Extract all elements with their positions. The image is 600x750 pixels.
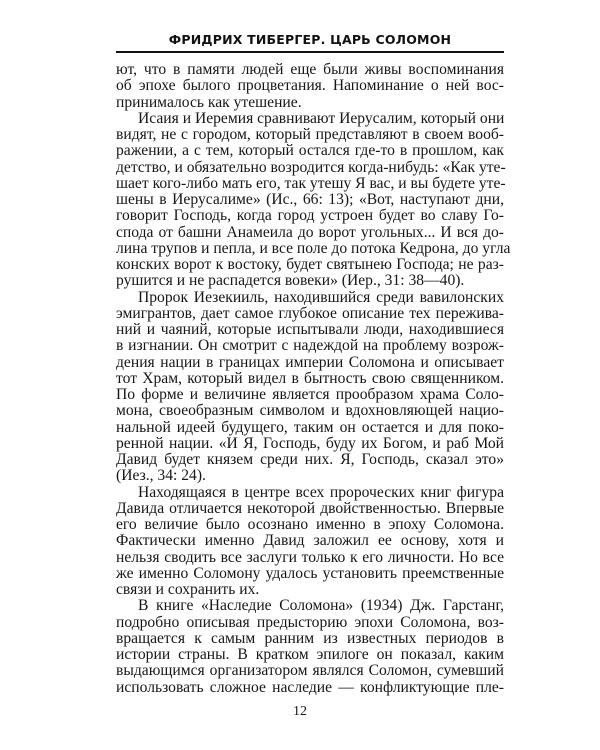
text-line: детство, и обязательно возродится когда-нибудь: «Как уте- — [116, 158, 506, 176]
text-line: (Иез., 34: 24). — [116, 467, 206, 485]
text-line: ражении, а с тем, который остался где-то в прошлом, как — [116, 142, 504, 160]
text-line: говорит Господь, когда город устроен будет во славу Го- — [116, 207, 504, 225]
text-line: ний и чаяний, которые испытывали люди, находившиеся — [116, 321, 504, 338]
text-line: Давида отличается некоторой двойственностью. Впервые — [116, 499, 504, 517]
text-line: Пророк Иезекииль, находившийся среди вавилонских — [138, 288, 504, 306]
text-line: истории страны. В кратком эпилоге он показал, каким — [116, 646, 504, 663]
header-rule — [116, 51, 504, 53]
text-line: Давид будет князем среди них. Я, Господь, сказал это» — [116, 451, 504, 468]
paragraph — [116, 290, 504, 485]
text-line: тот Храм, который видел в бытность свою священником. — [116, 369, 504, 387]
text-line: рушится и не распадется вовеки» (Иер., 31: 38—40). — [116, 272, 465, 290]
text-line: По форме и величине является прообразом храма Соло- — [116, 386, 504, 403]
text-line: ренной нации. «И Я, Господь, буду их Богом, и раб Мой — [116, 434, 504, 452]
text-line: подробно описывая предысторию эпохи Соломона, воз- — [116, 613, 504, 631]
text-line: вращается к самым ранним из известных периодов в — [116, 629, 504, 647]
paragraph — [116, 485, 504, 599]
page-number: 12 — [293, 704, 307, 719]
text-line: принималось как утешение. — [116, 93, 302, 111]
text-line: эмигрантов, дает самое глубокое описание тех пережива- — [116, 304, 504, 322]
text-line: мона, своеобразным символом и вдохновляющей нацио- — [116, 402, 504, 420]
text-line: шает кого-либо мать его, так утешу Я вас, и вы будете уте- — [116, 174, 506, 192]
text-line: конских ворот к востоку, будет святынею Господа; не раз- — [116, 256, 504, 273]
paragraph — [116, 62, 504, 111]
text-line: нальной идеей будущего, таким он остается и для поко- — [116, 418, 504, 436]
text-line: В книге «Наследие Соломона» (1934) Дж. Гарстанг, — [138, 597, 504, 615]
paragraph — [116, 109, 511, 290]
text-line: об эпохе былого процветания. Напоминание о ней вос- — [116, 77, 504, 95]
text-line: шены в Иерусалиме» (Ис., 66: 13); «Вот, наступают дни, — [116, 191, 504, 208]
text-line: Фактически именно Давид заложил ее основу, хотя и — [116, 532, 504, 550]
text-line: выдающимся организатором являлся Соломон, сумевший — [116, 662, 504, 680]
text-line: его величие было осознано именно в эпоху Соломона. — [116, 516, 504, 533]
text-line: ют, что в памяти людей еще были живы воспоминания — [116, 61, 504, 78]
running-header: ФРИДРИХ ТИБЕРГЕР. ЦАРЬ СОЛОМОН — [168, 32, 452, 47]
text-line: нельзя сводить все заслуги только к его личности. Но все — [116, 548, 504, 566]
text-line: связи и сохранить их. — [116, 581, 260, 598]
paragraph — [116, 598, 504, 696]
text-line: спода от башни Анамеила до ворот угольных... И вся до- — [116, 223, 504, 241]
text-line: использовать сложное наследие — конфликтующие пле- — [116, 678, 504, 696]
text-line: дения нации в границах империи Соломона и описывает — [116, 353, 504, 371]
text-line: в изгнании. Он смотрит с надеждой на проблему возрож- — [116, 337, 504, 355]
text-line: лина трупов и пепла, и все поле до потока Кедрона, до угла — [116, 239, 511, 257]
body-text — [116, 61, 511, 696]
text-line: Находящаяся в центре всех пророческих книг фигура — [138, 483, 504, 501]
text-line: видят, не с городом, который представляют в своем вооб- — [116, 126, 504, 143]
text-line: же именно Соломону удалось установить преемственные — [116, 564, 504, 582]
text-line: Исаия и Иеремия сравнивают Иерусалим, который они — [138, 109, 505, 127]
